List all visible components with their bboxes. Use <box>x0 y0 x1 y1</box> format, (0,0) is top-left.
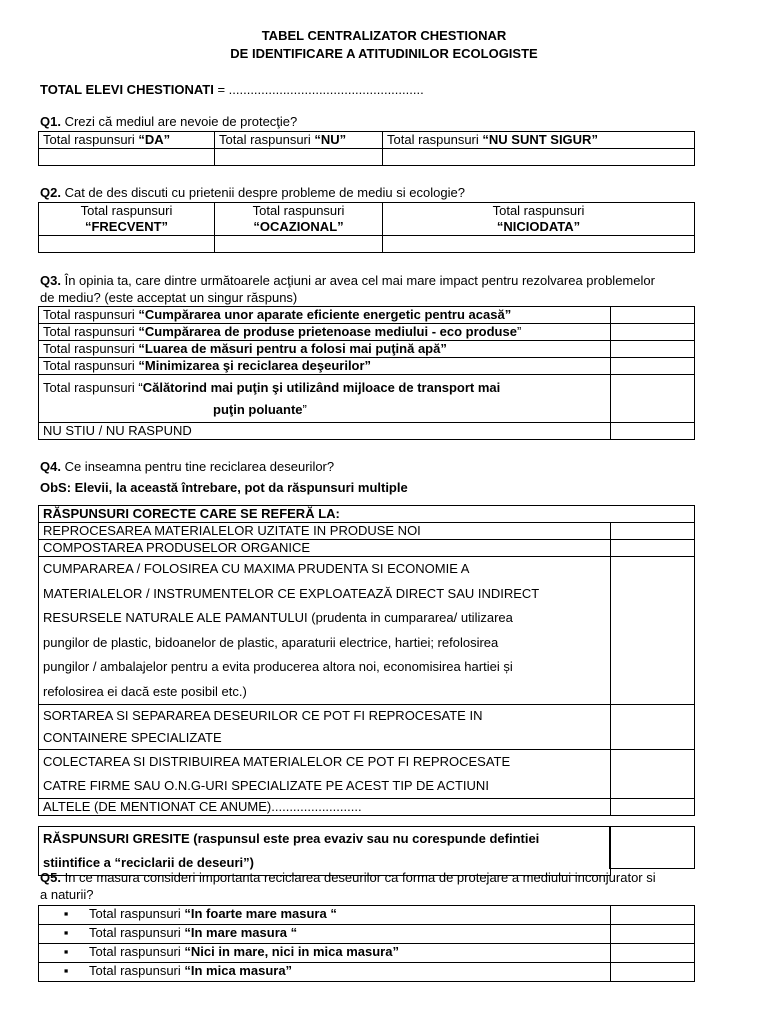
q4-wrong-table <box>38 826 611 876</box>
q4-option-cumparare: CUMPARAREA / FOLOSIREA CU MAXIMA PRUDENTA SI ECONOMIE A MATERIALELOR / INSTRUMENTELOR CE EXPLOATEAZĂ DIRECT SAU INDIRECT RESURSELE NATURALE ALE PAMANTULUI (prudenta in cumpararea/ utilizarea pungilor de plastic, bidoanelor de plastic, aparaturii electrice, hartiei; refolosirea pungilor / ambalajelor pentru a evita producerea altora noi, economisirea hartiei și refolosirea ei dacă este posibil etc.) <box>39 557 611 705</box>
q4-option-reprocesare: REPROCESAREA MATERIALELOR UZITATE IN PRODUSE NOI <box>39 523 611 540</box>
total-students-label: TOTAL ELEVI CHESTIONATI <box>40 82 214 97</box>
q4-observation: ObS: Elevii, la această întrebare, pot da răspunsuri multiple <box>40 480 408 495</box>
q1-col-da: Total raspunsuri “DA” <box>39 132 215 149</box>
q3-answer-eco-produse[interactable] <box>611 324 695 341</box>
q4-correct-table <box>38 505 695 816</box>
q3-table <box>38 306 695 440</box>
q2-col-frecvent: Total raspunsuri “FRECVENT” <box>39 203 215 236</box>
q4-answer-sortare[interactable] <box>611 705 695 750</box>
q3-number: Q3. <box>40 273 61 288</box>
q3-answer-deseuri[interactable] <box>611 358 695 375</box>
q4-answer-cumparare[interactable] <box>611 557 695 705</box>
q1-col-nu-sunt-sigur: Total raspunsuri “NU SUNT SIGUR” <box>383 132 695 149</box>
q4-option-colectare: COLECTAREA SI DISTRIBUIREA MATERIALELOR CE POT FI REPROCESATE CATRE FIRME SAU O.N.G-URI SPECIALIZATE PE ACEST TIP DE ACTIUNI <box>39 750 611 799</box>
q1-answer-nu[interactable] <box>215 149 383 166</box>
q1-answer-da[interactable] <box>39 149 215 166</box>
q1-answer-nu-sunt-sigur[interactable] <box>383 149 695 166</box>
q3-option-aparate: Total raspunsuri “Cumpărarea unor aparate eficiente energetic pentru acasă” <box>39 307 611 324</box>
q1-text: Crezi că mediul are nevoie de protecţie? <box>60 114 298 129</box>
total-students-line <box>40 82 424 98</box>
bullet-icon: ▪ <box>63 963 69 978</box>
q3-option-deseuri: Total raspunsuri “Minimizarea şi reciclarea deşeurilor” <box>39 358 611 375</box>
q2-table <box>38 202 695 253</box>
q4-answer-compostare[interactable] <box>611 540 695 557</box>
q1-col-nu: Total raspunsuri “NU” <box>215 132 383 149</box>
q3-text-line2: de mediu? (este acceptat un singur răspuns) <box>40 290 298 305</box>
q3-answer-nu-stiu[interactable] <box>611 423 695 440</box>
q4-correct-header: RĂSPUNSURI CORECTE CARE SE REFERĂ LA: <box>39 506 695 523</box>
q3-answer-transport[interactable] <box>611 375 695 423</box>
q4-answer-colectare[interactable] <box>611 750 695 799</box>
q2-col-ocazional: Total raspunsuri “OCAZIONAL” <box>215 203 383 236</box>
q5-question <box>40 870 656 886</box>
q5-text-line2: a naturii? <box>40 887 94 902</box>
q2-answer-niciodata[interactable] <box>383 236 695 253</box>
q4-question <box>40 459 334 475</box>
q5-answer-foarte-mare[interactable] <box>611 906 695 925</box>
q5-option-mare: ▪ Total raspunsuri “In mare masura “ <box>39 925 611 944</box>
bullet-icon: ▪ <box>63 944 69 959</box>
q3-question <box>40 273 655 289</box>
q5-answer-mica[interactable] <box>611 963 695 982</box>
q2-answer-frecvent[interactable] <box>39 236 215 253</box>
q2-number: Q2. <box>40 185 61 200</box>
q4-text: Ce inseamna pentru tine reciclarea deseurilor? <box>60 459 335 474</box>
q3-answer-apa[interactable] <box>611 341 695 358</box>
q5-text-line1: In ce masura consideri importanta reciclarea deseurilor ca forma de protejare a mediului inconjurator si <box>60 870 656 885</box>
q3-answer-aparate[interactable] <box>611 307 695 324</box>
q1-table <box>38 131 695 166</box>
bullet-icon: ▪ <box>63 906 69 921</box>
q3-option-apa: Total raspunsuri “Luarea de măsuri pentru a folosi mai puţină apă” <box>39 341 611 358</box>
q5-option-mica: ▪ Total raspunsuri “In mica masura” <box>39 963 611 982</box>
q2-answer-ocazional[interactable] <box>215 236 383 253</box>
document-title: TABEL CENTRALIZATOR CHESTIONAR <box>261 28 507 43</box>
q1-number: Q1. <box>40 114 61 129</box>
q4-option-sortare: SORTAREA SI SEPARAREA DESEURILOR CE POT FI REPROCESATE IN CONTAINERE SPECIALIZATE <box>39 705 611 750</box>
q4-number: Q4. <box>40 459 61 474</box>
q3-text-line1: În opinia ta, care dintre următoarele acţiuni ar avea cel mai mare impact pentru rezolvarea problemelor <box>60 273 655 288</box>
q5-answer-mare[interactable] <box>611 925 695 944</box>
q4-wrong-answers: RĂSPUNSURI GRESITE (raspunsul este prea evaziv sau nu corespunde defintiei stiintifice a “reciclarii de deseuri”) <box>39 827 611 876</box>
document-subtitle: DE IDENTIFICARE A ATITUDINILOR ECOLOGISTE <box>230 46 538 61</box>
q1-question <box>40 114 297 130</box>
q3-option-eco-produse: Total raspunsuri “Cumpărarea de produse prietenoase mediului - eco produse” <box>39 324 611 341</box>
total-students-blank: = ...................................................... <box>213 82 424 97</box>
q3-option-transport: Total raspunsuri “Călătorind mai puţin şi utilizând mijloace de transport mai puţin poluante” <box>39 375 611 423</box>
q5-table <box>38 905 695 982</box>
q4-option-compostare: COMPOSTAREA PRODUSELOR ORGANICE <box>39 540 611 557</box>
q2-col-niciodata: Total raspunsuri “NICIODATA” <box>383 203 695 236</box>
q4-answer-gresite[interactable] <box>610 827 695 869</box>
q5-number: Q5. <box>40 870 61 885</box>
q2-text: Cat de des discuti cu prietenii despre probleme de mediu si ecologie? <box>60 185 465 200</box>
q2-question <box>40 185 465 201</box>
q4-wrong-answer-box <box>609 826 695 869</box>
q5-answer-nici[interactable] <box>611 944 695 963</box>
bullet-icon: ▪ <box>63 925 69 940</box>
q4-answer-reprocesare[interactable] <box>611 523 695 540</box>
q5-option-nici: ▪ Total raspunsuri “Nici in mare, nici in mica masura” <box>39 944 611 963</box>
q3-option-nu-stiu: NU STIU / NU RASPUND <box>39 423 611 440</box>
q5-option-foarte-mare: ▪ Total raspunsuri “In foarte mare masura “ <box>39 906 611 925</box>
q4-answer-altele[interactable] <box>611 799 695 816</box>
q4-option-altele: ALTELE (DE MENTIONAT CE ANUME)......................... <box>39 799 611 816</box>
